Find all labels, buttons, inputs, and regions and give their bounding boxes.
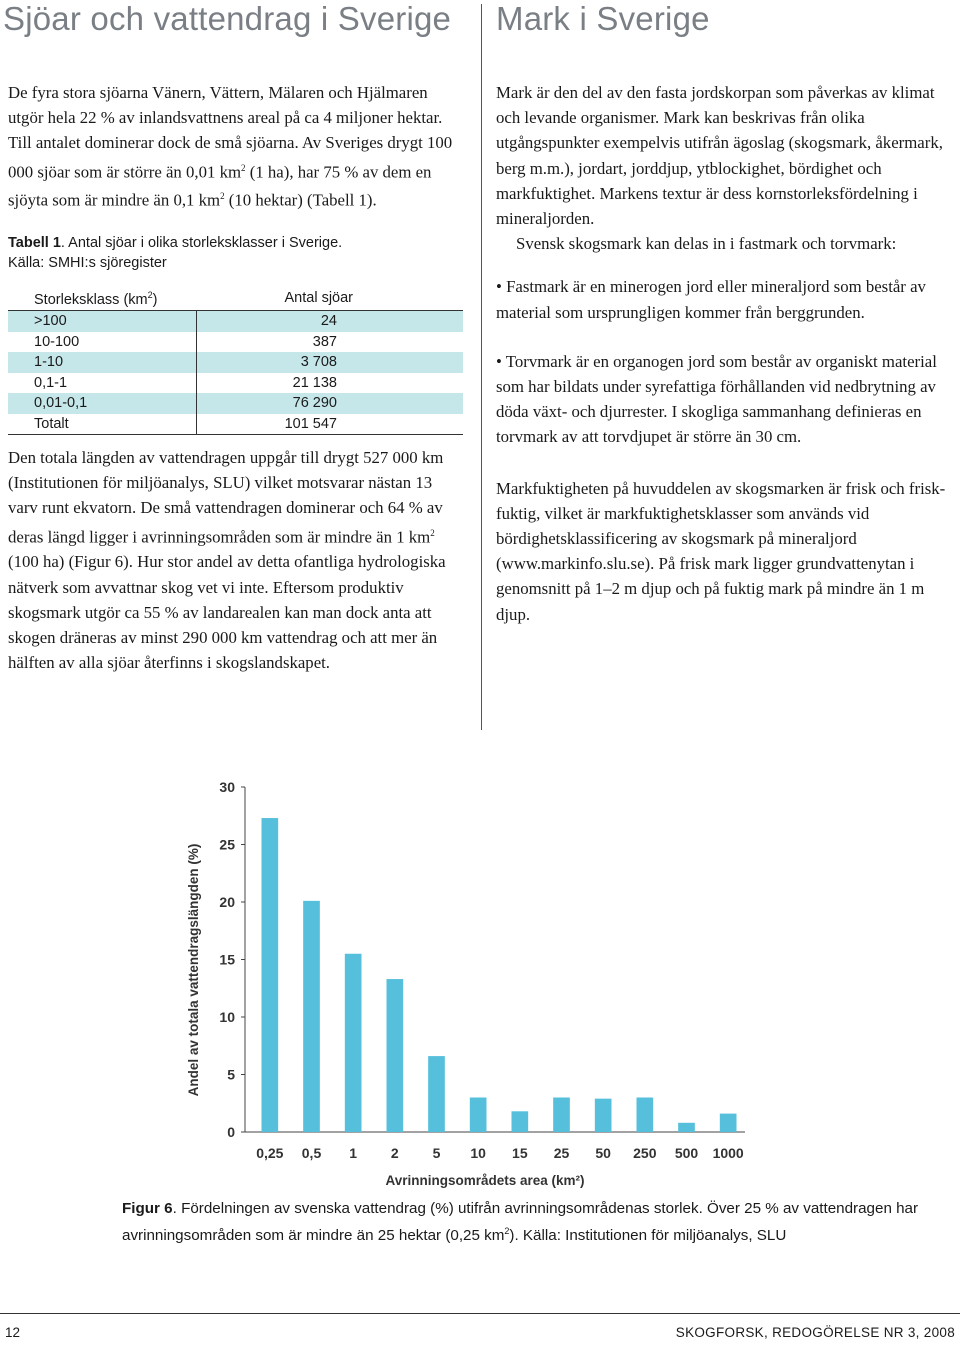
table-row xyxy=(8,352,463,373)
chart-x-tick-label: 1000 xyxy=(712,1145,744,1161)
table-header-count: Antal sjöar xyxy=(197,285,464,310)
chart-x-label: Avrinningsområdets area (km²) xyxy=(385,1173,585,1188)
chart-bar xyxy=(512,1111,529,1132)
bullet-torvmark: • Torvmark är en organogen jord som består av organiskt material som har bildats under syrefattiga förhållanden vid nedbrytning av döda växt- och djurrester. I skogliga sammanhang definieras en torvmark av att torvdjupet är större än 30 cm. xyxy=(496,351,937,447)
chart-y-tick-label: 10 xyxy=(219,1009,235,1025)
chart-bar xyxy=(595,1099,612,1132)
footer-rule xyxy=(0,1313,960,1314)
table-source: Källa: SMHI:s sjöregister xyxy=(8,255,167,272)
table-cell-count: 76 290 xyxy=(197,393,464,414)
chart-x-tick-label: 50 xyxy=(595,1145,611,1161)
table-header-class: Storleksklass $(km^2)$ xyxy=(8,285,197,310)
chart-x-tick-label: 25 xyxy=(553,1145,570,1161)
table-row-total xyxy=(8,414,463,435)
table-cell-count: 3 708 xyxy=(197,352,464,373)
chart-y-tick-label: 5 xyxy=(227,1066,235,1083)
table-row xyxy=(8,393,463,414)
table-cell-class: 0,1-1 xyxy=(34,374,68,391)
river-length-chart xyxy=(180,775,760,1195)
chart-bar xyxy=(553,1098,570,1133)
chart-bar xyxy=(262,818,279,1132)
table-cell-class: 10-100 xyxy=(34,333,80,350)
chart-bar xyxy=(428,1056,445,1132)
page-number: 12 xyxy=(5,1325,21,1340)
publication-footer: SKOGFORSK, REDOGÖRELSE NR 3, 2008 xyxy=(675,1325,955,1340)
chart-y-label: Andel av totala vattendragslängden (%) xyxy=(186,843,201,1097)
chart-x-tick-label: 0,5 xyxy=(301,1145,322,1161)
chart-bar xyxy=(303,901,320,1132)
chart-x-tick-label: 250 xyxy=(633,1145,657,1161)
chart-x-tick-label: 1 xyxy=(349,1145,358,1161)
table-cell-class: 1-10 xyxy=(8,352,197,373)
chart-y-tick-label: 0 xyxy=(227,1124,235,1140)
left-column xyxy=(8,80,463,675)
chart-x-tick-label: 0,25 xyxy=(256,1145,284,1161)
left-paragraph-2: Den totala längden av vattendragen uppgår till drygt 527 000 km (Institutionen för miljöanalys, SLU) vilket motsvarar nästan 13 varv runt ekvatorn. De små vattendragen dominerar och 64 % av deras längd ligger i avrinningsområden som är mindre än 1 $km^2$ (100 ha) (Figur 6). Hur stor andel av detta ofantliga hydrologiska nätverk som avvattnar skog vet vi inte. Eftersom produktiv skogsmark utgör ca 55 % av landarealen kan man dock anta att skogen dräneras av minst 290 000 km vattendrag och att mer än hälften av alla sjöar återfinns i skogslandskapet. xyxy=(8,448,446,673)
table-cell-count: 387 xyxy=(197,332,464,353)
chart-y-tick-label: 30 xyxy=(219,779,235,795)
chart-bar xyxy=(678,1123,695,1132)
chart-bar xyxy=(387,979,404,1132)
bullet-fastmark: • Fastmark är en minerogen jord eller mineraljord som består av material som ursprungligen kommer från berggrunden. xyxy=(496,277,926,322)
chart-x-tick-label: 10 xyxy=(470,1145,486,1161)
table-row xyxy=(8,332,463,353)
chart-bar xyxy=(470,1098,487,1133)
column-divider xyxy=(481,4,482,730)
table-row xyxy=(8,373,463,394)
right-paragraph-3: Markfuktigheten på huvuddelen av skogsmarken är frisk och frisk-fuktig, vilket är markfuktighetsklasser som används vid bördighetsklassificering av skogsmark på mineraljord (www.markinfo.slu.se). På frisk mark ligger grundvattenytan i genomsnitt på 1–2 m djup och på fuktig mark på mindre än 1 m djup. xyxy=(496,478,946,624)
table-cell-class: Totalt xyxy=(8,414,197,435)
chart-y-tick-label: 20 xyxy=(219,894,235,910)
right-heading: Mark i Sverige xyxy=(496,0,710,37)
chart-x-tick-label: 15 xyxy=(512,1145,528,1161)
table-cell-count: 21 138 xyxy=(197,373,464,394)
left-heading: Sjöar och vattendrag i Sverige xyxy=(3,0,452,37)
chart-x-tick-label: 2 xyxy=(390,1145,399,1161)
table-row xyxy=(8,311,463,332)
figure-caption: Figur 6. Fördelningen av svenska vattendrag (%) utifrån avrinningsområdenas storlek. Över 25 % av vattendragen har avrinningsområden som är mindre än 25 hektar (0,25 $km^2$). Källa: Institutionen för miljöanalys, SLU xyxy=(122,1200,919,1245)
table-caption: Tabell 1. Antal sjöar i olika storleksklasser i Sverige. xyxy=(8,235,343,252)
right-paragraph-1: Mark är den del av den fasta jordskorpan som påverkas av klimat och levande organismer. Mark kan beskrivas från olika utgångspunkter exempelvis utifrån ägoslag (skogsmark, åkermark, berg m.m.), jordart, jorddjup, ytblockighet, bördighet och markfuktighet. Markens textur är dess kornstorleksfördelning i mineraljorden. xyxy=(496,83,943,229)
lakes-table xyxy=(8,285,463,435)
chart-x-tick-label: 5 xyxy=(432,1145,441,1161)
chart-bar xyxy=(637,1098,654,1133)
chart-y-tick-label: 15 xyxy=(219,951,235,968)
right-paragraph-2: Svensk skogsmark kan delas in i fastmark och torvmark: xyxy=(516,234,897,254)
chart-bar xyxy=(720,1114,737,1132)
table-cell-count: 24 xyxy=(197,311,464,332)
table-cell-class: >100 xyxy=(8,311,197,332)
table-header xyxy=(8,285,463,310)
chart-bar xyxy=(345,954,362,1132)
chart-x-tick-label: 500 xyxy=(674,1145,699,1161)
table-cell-class: 0,01-0,1 xyxy=(8,393,197,414)
table-cell-count: 101 547 xyxy=(197,414,464,435)
right-column xyxy=(496,80,946,627)
chart-y-tick-label: 25 xyxy=(219,836,235,853)
left-paragraph-1: De fyra stora sjöarna Vänern, Vättern, Mälaren och Hjälmaren utgör hela 22 % av inlandsvattnens areal på ca 4 miljoner hektar. Till antalet dominerar dock de små sjöarna. Av Sveriges drygt 100 000 sjöar som är större än 0,01 $km^2$ (1 ha), har 75 % av dem en sjöyta som är mindre än 0,1 $km^2$ (10 hektar) (Tabell 1). xyxy=(8,83,453,210)
